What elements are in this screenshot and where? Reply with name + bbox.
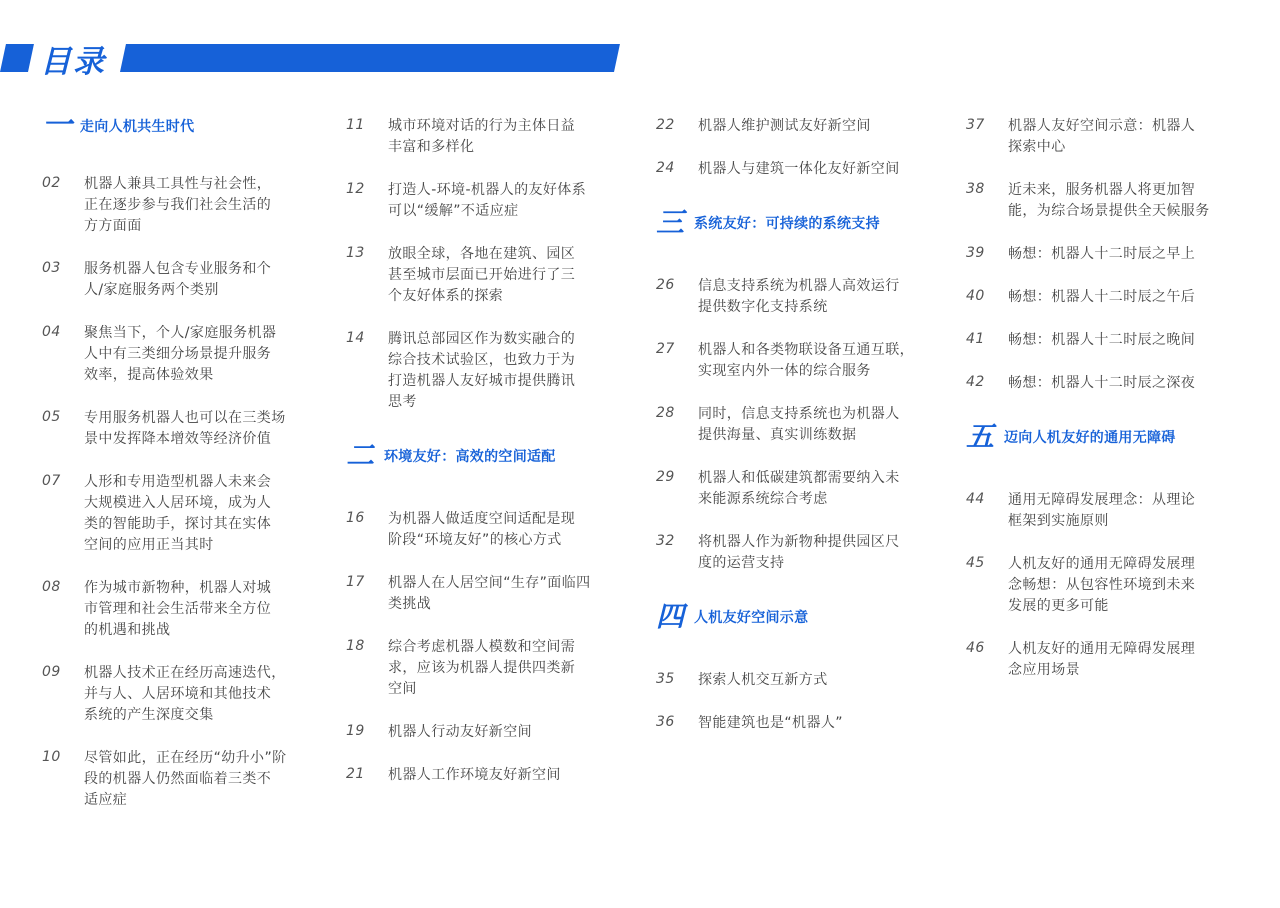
toc-column-3 xyxy=(656,116,946,756)
entry-text xyxy=(1008,180,1210,222)
entry-text-line: 通用无障碍发展理念：从理论 xyxy=(1008,492,1196,508)
entry-text-line: 可以“缓解”不适应症 xyxy=(388,203,519,219)
section-title: 系统友好：可持续的系统支持 xyxy=(694,216,880,232)
entry-text-line: 聚焦当下，个人/家庭服务机器 xyxy=(84,325,277,341)
entry-text-line: 能，为综合场景提供全天候服务 xyxy=(1008,203,1210,219)
entry-text-line: 畅想：机器人十二时辰之早上 xyxy=(1008,246,1196,262)
entry-text xyxy=(698,340,914,382)
page-number: 26 xyxy=(656,277,675,293)
toc-entry[interactable] xyxy=(42,663,322,726)
toc-entry[interactable] xyxy=(966,490,1256,532)
entry-text-line: 并与人、人居环境和其他技术 xyxy=(84,686,272,702)
entry-text-line: 打造机器人友好城市提供腾讯 xyxy=(388,373,576,389)
entry-text-line: 机器人友好空间示意：机器人 xyxy=(1008,118,1196,134)
toc-entry[interactable] xyxy=(966,639,1256,681)
section-heading[interactable] xyxy=(656,208,946,238)
entry-text xyxy=(1008,244,1195,265)
toc-entry[interactable] xyxy=(656,670,946,691)
entry-text-line: 人机友好的通用无障碍发展理 xyxy=(1008,641,1196,657)
page-number: 42 xyxy=(966,374,985,390)
entry-text-line: 念应用场景 xyxy=(1008,662,1080,678)
toc-entry[interactable] xyxy=(656,404,946,446)
entry-text xyxy=(1008,639,1195,681)
toc-entry[interactable] xyxy=(966,116,1256,158)
entry-text-line: 甚至城市层面已开始进行了三 xyxy=(388,267,576,283)
entry-text xyxy=(84,663,286,726)
page-number: 41 xyxy=(966,331,985,347)
entry-text-line: 度的运营支持 xyxy=(698,555,785,571)
entry-text xyxy=(84,408,286,450)
section-title: 环境友好：高效的空间适配 xyxy=(384,449,556,465)
entry-text-line: 近未来，服务机器人将更加智 xyxy=(1008,182,1196,198)
entry-text-line: 为机器人做适度空间适配是现 xyxy=(388,511,576,527)
entry-text-line: 框架到实施原则 xyxy=(1008,513,1109,529)
entry-text-line: 城市环境对话的行为主体日益 xyxy=(388,118,576,134)
entry-text-line: 畅想：机器人十二时辰之午后 xyxy=(1008,289,1196,305)
page-number: 17 xyxy=(346,574,365,590)
entry-text xyxy=(1008,373,1195,394)
toc-entry[interactable] xyxy=(656,532,946,574)
entry-text xyxy=(388,573,591,615)
page-number: 39 xyxy=(966,245,985,261)
page-number: 19 xyxy=(346,723,365,739)
entry-text xyxy=(84,578,271,641)
entry-text-line: 机器人工作环境友好新空间 xyxy=(388,767,561,783)
entry-text-line: 探索中心 xyxy=(1008,139,1066,155)
page-number: 40 xyxy=(966,288,985,304)
section-heading[interactable] xyxy=(42,108,322,143)
entry-text xyxy=(388,180,586,222)
toc-entry[interactable] xyxy=(966,244,1256,265)
entry-text xyxy=(698,713,843,734)
entry-text-line: 机器人与建筑一体化友好新空间 xyxy=(698,161,900,177)
entry-text-line: 人机友好的通用无障碍发展理 xyxy=(1008,556,1196,572)
entry-text-line: 阶段“环境友好”的核心方式 xyxy=(388,532,562,548)
toc-entry[interactable] xyxy=(42,578,322,641)
page-number: 24 xyxy=(656,160,675,176)
entry-text-line: 人中有三类细分场景提升服务 xyxy=(84,346,272,362)
entry-text-line: 机器人行动友好新空间 xyxy=(388,724,532,740)
entry-text xyxy=(84,748,287,811)
entry-text-line: 机器人维护测试友好新空间 xyxy=(698,118,871,134)
entry-text-line: 服务机器人包含专业服务和个 xyxy=(84,261,272,277)
entry-text-line: 畅想：机器人十二时辰之晚间 xyxy=(1008,332,1196,348)
entry-text xyxy=(388,637,575,700)
entry-text xyxy=(1008,490,1195,532)
entry-text-line: 机器人和各类物联设备互通互联， xyxy=(698,342,914,358)
page-number: 13 xyxy=(346,245,365,261)
section-heading[interactable] xyxy=(966,422,1256,452)
entry-text-line: 丰富和多样化 xyxy=(388,139,475,155)
entry-text-line: 求，应该为机器人提供四类新 xyxy=(388,660,576,676)
toc-entry[interactable] xyxy=(656,276,946,318)
entry-text-line: 空间的应用正当其时 xyxy=(84,537,214,553)
toc-header xyxy=(0,42,616,80)
section-number-icon: 三 xyxy=(656,206,685,239)
entry-text-line: 适应症 xyxy=(84,792,128,808)
page-number: 08 xyxy=(42,579,61,595)
header-accent-bar-left xyxy=(0,44,34,72)
entry-text xyxy=(388,722,532,743)
entry-text-line: 类的智能助手，探讨其在实体 xyxy=(84,516,272,532)
toc-entry[interactable] xyxy=(42,408,322,450)
entry-text xyxy=(388,329,575,413)
toc-entry[interactable] xyxy=(346,722,636,743)
toc-entry[interactable] xyxy=(656,116,946,137)
entry-text-line: 效率，提高体验效果 xyxy=(84,367,214,383)
entry-text xyxy=(698,404,900,446)
page-number: 22 xyxy=(656,117,675,133)
entry-text-line: 市管理和社会生活带来全方位 xyxy=(84,601,272,617)
page-number: 36 xyxy=(656,714,675,730)
page-number: 21 xyxy=(346,766,365,782)
entry-text-line: 机器人技术正在经历高速迭代， xyxy=(84,665,286,681)
page-number: 35 xyxy=(656,671,675,687)
entry-text-line: 人形和专用造型机器人未来会 xyxy=(84,474,272,490)
page-number: 16 xyxy=(346,510,365,526)
entry-text-line: 实现室内外一体的综合服务 xyxy=(698,363,871,379)
page-number: 14 xyxy=(346,330,365,346)
section-title: 迈向人机友好的通用无障碍 xyxy=(1004,430,1176,446)
entry-text-line: 机器人和低碳建筑都需要纳入未 xyxy=(698,470,900,486)
toc-entry[interactable] xyxy=(656,159,946,180)
toc-entry[interactable] xyxy=(346,180,636,222)
page-number: 45 xyxy=(966,555,985,571)
page-number: 27 xyxy=(656,341,675,357)
toc-column-1 xyxy=(42,108,322,833)
entry-text-line: 打造人-环境-机器人的友好体系 xyxy=(388,182,587,198)
entry-text-line: 作为城市新物种，机器人对城 xyxy=(84,580,272,596)
entry-text-line: 正在逐步参与我们社会生活的 xyxy=(84,197,272,213)
page-number: 03 xyxy=(42,260,61,276)
entry-text xyxy=(84,323,276,386)
toc-entry[interactable] xyxy=(346,765,636,786)
page-number: 29 xyxy=(656,469,675,485)
entry-text-line: 放眼全球，各地在建筑、园区 xyxy=(388,246,576,262)
toc-entry[interactable] xyxy=(346,573,636,615)
entry-text xyxy=(388,509,575,551)
page-number: 32 xyxy=(656,533,675,549)
entry-text-line: 类挑战 xyxy=(388,596,432,612)
entry-text xyxy=(1008,116,1195,158)
entry-text xyxy=(84,259,271,301)
entry-text-line: 的机遇和挑战 xyxy=(84,622,171,638)
entry-text-line: 信息支持系统为机器人高效运行 xyxy=(698,278,900,294)
entry-text xyxy=(698,670,828,691)
toc-column-4 xyxy=(966,116,1256,703)
toc-entry[interactable] xyxy=(42,174,322,237)
entry-text xyxy=(1008,287,1195,308)
entry-text-line: 同时，信息支持系统也为机器人 xyxy=(698,406,900,422)
entry-text xyxy=(388,244,575,307)
toc-entry[interactable] xyxy=(42,748,322,811)
page-number: 07 xyxy=(42,473,61,489)
toc-entry[interactable] xyxy=(656,468,946,510)
toc-entry[interactable] xyxy=(656,713,946,734)
entry-text xyxy=(698,159,900,180)
page-number: 38 xyxy=(966,181,985,197)
toc-entry[interactable] xyxy=(346,329,636,413)
entry-text-line: 机器人兼具工具性与社会性， xyxy=(84,176,272,192)
entry-text-line: 综合技术试验区，也致力于为 xyxy=(388,352,576,368)
entry-text xyxy=(698,116,871,137)
toc-column-2 xyxy=(346,116,636,808)
toc-entry[interactable] xyxy=(42,472,322,556)
toc-entry[interactable] xyxy=(346,244,636,307)
toc-entry[interactable] xyxy=(966,554,1256,617)
entry-text-line: 人/家庭服务两个类别 xyxy=(84,282,219,298)
page-number: 44 xyxy=(966,491,985,507)
entry-text-line: 系统的产生深度交集 xyxy=(84,707,214,723)
page-number: 09 xyxy=(42,664,61,680)
section-title: 人机友好空间示意 xyxy=(694,610,809,626)
page-number: 10 xyxy=(42,749,61,765)
entry-text-line: 景中发挥降本增效等经济价值 xyxy=(84,431,272,447)
entry-text-line: 专用服务机器人也可以在三类场 xyxy=(84,410,286,426)
entry-text xyxy=(1008,554,1195,617)
entry-text-line: 机器人在人居空间“生存”面临四 xyxy=(388,575,591,591)
toc-entry[interactable] xyxy=(966,373,1256,394)
page-number: 12 xyxy=(346,181,365,197)
entry-text xyxy=(1008,330,1195,351)
section-heading[interactable] xyxy=(656,602,946,632)
entry-text xyxy=(84,174,271,237)
entry-text xyxy=(388,116,575,158)
entry-text xyxy=(698,276,900,318)
toc-entry[interactable] xyxy=(656,340,946,382)
toc-entry[interactable] xyxy=(346,509,636,551)
toc-entry[interactable] xyxy=(966,287,1256,308)
section-number-icon: 四 xyxy=(656,600,685,633)
entry-text-line: 腾讯总部园区作为数实融合的 xyxy=(388,331,576,347)
entry-text-line: 提供海量、真实训练数据 xyxy=(698,427,857,443)
page-number: 18 xyxy=(346,638,365,654)
toc-entry[interactable] xyxy=(346,637,636,700)
entry-text-line: 提供数字化支持系统 xyxy=(698,299,828,315)
entry-text-line: 方方面面 xyxy=(84,218,142,234)
page-number: 04 xyxy=(42,324,61,340)
toc-entry[interactable] xyxy=(966,330,1256,351)
entry-text-line: 念畅想：从包容性环境到未来 xyxy=(1008,577,1196,593)
section-number-icon: 二 xyxy=(346,439,375,472)
entry-text-line: 探索人机交互新方式 xyxy=(698,672,828,688)
entry-text-line: 大规模进入人居环境，成为人 xyxy=(84,495,272,511)
page-number: 28 xyxy=(656,405,675,421)
entry-text-line: 综合考虑机器人模数和空间需 xyxy=(388,639,576,655)
toc-entry[interactable] xyxy=(346,116,636,158)
section-title: 走向人机共生时代 xyxy=(80,119,195,135)
entry-text-line: 空间 xyxy=(388,681,417,697)
entry-text xyxy=(698,532,900,574)
section-number-icon: 五 xyxy=(966,420,995,453)
toc-entry[interactable] xyxy=(42,323,322,386)
page-number: 46 xyxy=(966,640,985,656)
page-number: 11 xyxy=(346,117,365,133)
entry-text-line: 段的机器人仍然面临着三类不 xyxy=(84,771,272,787)
entry-text xyxy=(698,468,900,510)
entry-text-line: 尽管如此，正在经历“幼升小”阶 xyxy=(84,750,287,766)
page-number: 05 xyxy=(42,409,61,425)
entry-text-line: 将机器人作为新物种提供园区尺 xyxy=(698,534,900,550)
entry-text-line: 来能源系统综合考虑 xyxy=(698,491,828,507)
toc-entry[interactable] xyxy=(966,180,1256,222)
entry-text-line: 思考 xyxy=(388,394,417,410)
header-accent-bar-right xyxy=(120,44,620,72)
entry-text-line: 发展的更多可能 xyxy=(1008,598,1109,614)
section-heading[interactable] xyxy=(346,441,636,471)
entry-text-line: 个友好体系的探索 xyxy=(388,288,504,304)
entry-text xyxy=(84,472,271,556)
entry-text-line: 智能建筑也是“机器人” xyxy=(698,715,843,731)
page-title: 目录 xyxy=(40,44,106,80)
page-number: 02 xyxy=(42,175,61,191)
page-number: 37 xyxy=(966,117,985,133)
section-number-icon: 一 xyxy=(42,108,72,143)
entry-text-line: 畅想：机器人十二时辰之深夜 xyxy=(1008,375,1196,391)
entry-text xyxy=(388,765,561,786)
toc-entry[interactable] xyxy=(42,259,322,301)
